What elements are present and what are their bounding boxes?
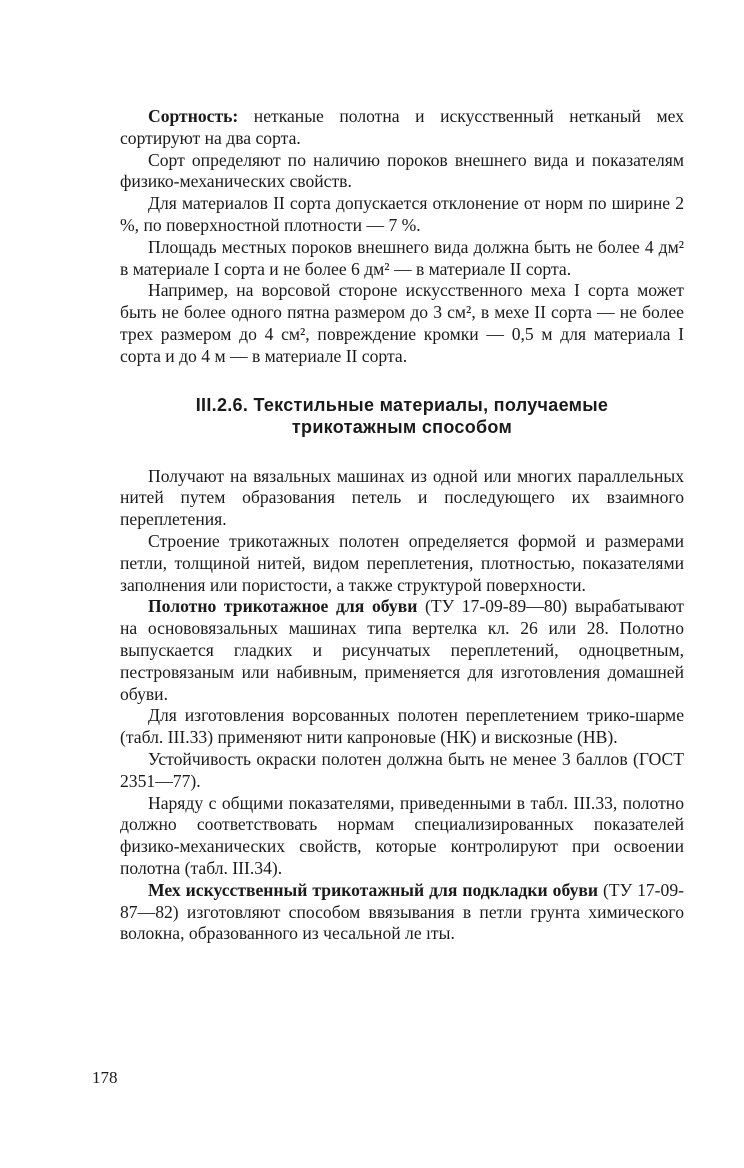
paragraph-text: Строение трикотажных полотен определяется формой и размерами петли, толщиной нитей, видом переплетения, плотностью, показателями заполнения или пористости, а также структурой поверхности. — [120, 530, 684, 595]
page-number: 178 — [92, 1068, 118, 1087]
paragraph-footwear-fabric — [120, 596, 684, 705]
paragraph-text: Наряду с общими показателями, приведенными в табл. III.33, полотно должно соответствовать нормам специализированных показателей физико-механических свойств, которые контролируют при освоении полотна (табл. III.34). — [120, 792, 684, 878]
paragraph-sort-definition — [120, 150, 684, 194]
section-heading-line2: трикотажным способом — [291, 416, 513, 437]
paragraph-sortnost — [120, 106, 684, 150]
paragraph-knitting-intro — [120, 466, 684, 531]
paragraph-structure — [120, 531, 684, 596]
paragraph-text: (ТУ 17-09-87—82) изготовляют способом ввязывания в петли грунта химического волокна, образованного из чесальной ле ıты. — [120, 879, 684, 944]
paragraph-text: Площадь местных пороков внешнего вида должна быть не более 4 дм² в материале I сорта и не более 6 дм² — в материале II сорта. — [120, 236, 684, 279]
paragraph-text: Получают на вязальных машинах из одной или многих параллельных нитей путем образования петель и последующего их взаимного переплетения. — [120, 465, 684, 530]
paragraph-artificial-fur — [120, 880, 684, 945]
paragraph-text: (ТУ 17-09-89—80) вырабатывают на основовязальных машинах типа вертелка кл. 26 или 28. Полотно выпускается гладких и рисунчатых переплетений, одноцветным, пестровязаным или набивным, применяется для изготовления домашней обуви. — [120, 596, 684, 704]
term-bold: Сортность: — [148, 106, 239, 126]
paragraph-text: Например, на ворсовой стороне искусственного меха I сорта может быть не более одного пятна размером до 3 см², в мехе II сорта — не более трех размером до 4 см², повреждение кромки — 0,5 м для материала I сорта и до 4 м — в материале II сорта. — [120, 280, 684, 366]
paragraph-text: Сорт определяют по наличию пороков внешнего вида и показателям физико-механических свойств. — [120, 149, 684, 192]
paragraph-second-grade-tolerance — [120, 193, 684, 237]
paragraph-text: Устойчивость окраски полотен должна быть не менее 3 баллов (ГОСТ 2351—77). — [120, 748, 684, 791]
term-bold: Мех искусственный трикотажный для подкладки обуви — [148, 879, 599, 900]
paragraph-color-fastness — [120, 749, 684, 793]
paragraph-text: Для материалов II сорта допускается отклонение от норм по ширине 2 %, по поверхностной плотности — 7 %. — [120, 193, 684, 235]
paragraph-defect-area — [120, 237, 684, 281]
section-heading-line1: III.2.6. Текстильные материалы, получаемые — [195, 394, 609, 415]
body-text — [120, 106, 684, 945]
paragraph-text: нетканые полотна и искусственный нетканый мех сортируют на два сорта. — [120, 106, 684, 148]
paragraph-brushed-fabric — [120, 705, 684, 749]
paragraph-example — [120, 280, 684, 367]
section-heading — [120, 394, 684, 438]
paragraph-text: Для изготовления ворсованных полотен переплетением трико-шарме (табл. III.33) применяют нити капроновые (НК) и вискозные (НВ). — [120, 705, 684, 748]
term-bold: Полотно трикотажное для обуви — [148, 596, 418, 617]
paragraph-special-indicators — [120, 793, 684, 880]
